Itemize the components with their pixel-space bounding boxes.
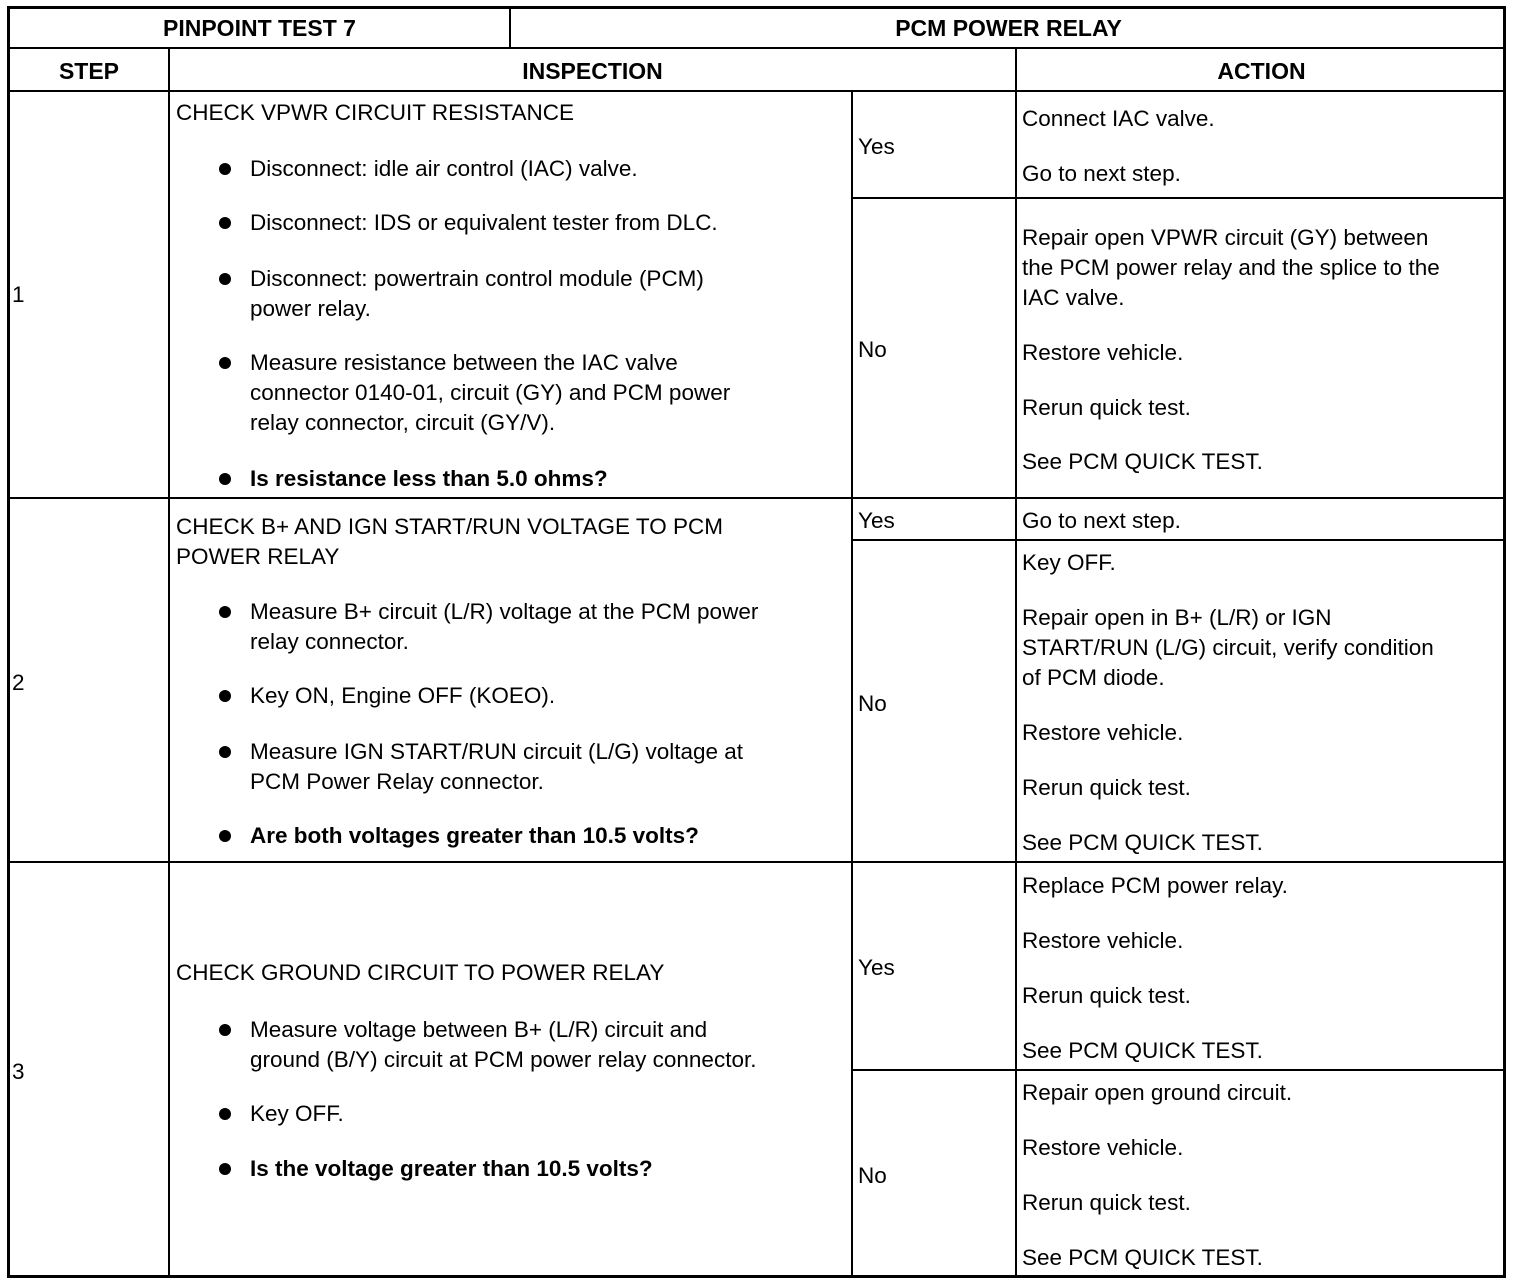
step-column-divider: [168, 48, 170, 1278]
action-text: Rerun quick test.: [1022, 395, 1191, 420]
test-label: PINPOINT TEST 7: [163, 15, 356, 41]
action-text: Rerun quick test.: [1022, 775, 1191, 800]
action-text: Restore vehicle.: [1022, 928, 1184, 953]
row1-result-divider: [852, 197, 1506, 199]
inspection-bullet-line: power relay.: [250, 296, 371, 321]
inspection-title: CHECK VPWR CIRCUIT RESISTANCE: [176, 100, 574, 125]
inspection-bullet-line: relay connector, circuit (GY/V).: [250, 410, 556, 435]
action-text: Go to next step.: [1022, 508, 1181, 533]
inspection-bullet-line: connector 0140-01, circuit (GY) and PCM power: [250, 380, 731, 405]
action-text: Restore vehicle.: [1022, 1135, 1184, 1160]
inspection-question: Are both voltages greater than 10.5 volts?: [250, 823, 699, 848]
action-text: See PCM QUICK TEST.: [1022, 449, 1263, 474]
bullet-icon: [219, 217, 231, 229]
bullet-icon: [219, 273, 231, 285]
action-text-line: START/RUN (L/G) circuit, verify condition: [1022, 635, 1434, 660]
row3-result-divider: [852, 1069, 1506, 1071]
result-no: No: [858, 337, 887, 362]
header-divider: [7, 47, 1506, 49]
inspection-bullet-line: relay connector.: [250, 629, 409, 654]
result-no: No: [858, 691, 887, 716]
action-text: Go to next step.: [1022, 161, 1181, 186]
result-yes: Yes: [858, 508, 895, 533]
action-text-line: Repair open in B+ (L/R) or IGN: [1022, 605, 1332, 630]
action-text: Key OFF.: [1022, 550, 1116, 575]
action-text-line: IAC valve.: [1022, 285, 1125, 310]
inspection-bullet-line: Measure resistance between the IAC valve: [250, 350, 678, 375]
action-text: See PCM QUICK TEST.: [1022, 830, 1263, 855]
inspection-title: CHECK GROUND CIRCUIT TO POWER RELAY: [176, 960, 665, 985]
result-yes: Yes: [858, 134, 895, 159]
column-header-step: STEP: [58, 58, 120, 84]
inspection-bullet-line: Disconnect: powertrain control module (PCM): [250, 266, 704, 291]
row-divider-1: [7, 497, 1506, 499]
inspection-bullet-line: Measure B+ circuit (L/R) voltage at the PCM power: [250, 599, 759, 624]
bullet-icon: [219, 1024, 231, 1036]
bullet-icon: [219, 830, 231, 842]
result-no: No: [858, 1163, 887, 1188]
action-text: See PCM QUICK TEST.: [1022, 1245, 1263, 1270]
bullet-icon: [219, 357, 231, 369]
result-column-divider: [851, 91, 853, 1278]
bullet-icon: [219, 746, 231, 758]
inspection-bullet-line: Measure IGN START/RUN circuit (L/G) voltage at: [250, 739, 744, 764]
action-text: See PCM QUICK TEST.: [1022, 1038, 1263, 1063]
action-text: Replace PCM power relay.: [1022, 873, 1288, 898]
step-number: 2: [12, 670, 25, 695]
action-text: Rerun quick test.: [1022, 1190, 1191, 1215]
inspection-bullet-line: PCM Power Relay connector.: [250, 769, 544, 794]
inspection-title-line: POWER RELAY: [176, 544, 340, 569]
bullet-icon: [219, 473, 231, 485]
action-text-line: of PCM diode.: [1022, 665, 1165, 690]
inspection-bullet: Key ON, Engine OFF (KOEO).: [250, 683, 556, 708]
action-column-divider: [1015, 48, 1017, 1278]
column-header-inspection: INSPECTION: [522, 58, 663, 84]
step-number: 3: [12, 1059, 25, 1084]
action-text: Restore vehicle.: [1022, 340, 1184, 365]
inspection-title-line: CHECK B+ AND IGN START/RUN VOLTAGE TO PCM: [176, 514, 723, 539]
test-title: PCM POWER RELAY: [895, 15, 1122, 41]
action-text: Repair open ground circuit.: [1022, 1080, 1293, 1105]
action-text: Rerun quick test.: [1022, 983, 1191, 1008]
inspection-bullet-line: ground (B/Y) circuit at PCM power relay connector.: [250, 1047, 757, 1072]
row-divider-2: [7, 861, 1506, 863]
row2-result-divider: [852, 539, 1506, 541]
inspection-bullet: Key OFF.: [250, 1101, 344, 1126]
bullet-icon: [219, 1163, 231, 1175]
action-text-line: the PCM power relay and the splice to the: [1022, 255, 1440, 280]
inspection-bullet-line: Measure voltage between B+ (L/R) circuit and: [250, 1017, 708, 1042]
bullet-icon: [219, 163, 231, 175]
inspection-bullet: Disconnect: idle air control (IAC) valve.: [250, 156, 638, 181]
bullet-icon: [219, 690, 231, 702]
result-yes: Yes: [858, 955, 895, 980]
column-header-action: ACTION: [1217, 58, 1306, 84]
bullet-icon: [219, 606, 231, 618]
inspection-question: Is the voltage greater than 10.5 volts?: [250, 1156, 653, 1181]
column-header-divider: [7, 90, 1506, 92]
inspection-bullet: Disconnect: IDS or equivalent tester from DLC.: [250, 210, 718, 235]
inspection-question: Is resistance less than 5.0 ohms?: [250, 466, 608, 491]
bullet-icon: [219, 1108, 231, 1120]
action-text: Restore vehicle.: [1022, 720, 1184, 745]
action-text: Connect IAC valve.: [1022, 106, 1215, 131]
action-text-line: Repair open VPWR circuit (GY) between: [1022, 225, 1429, 250]
step-number: 1: [12, 282, 25, 307]
